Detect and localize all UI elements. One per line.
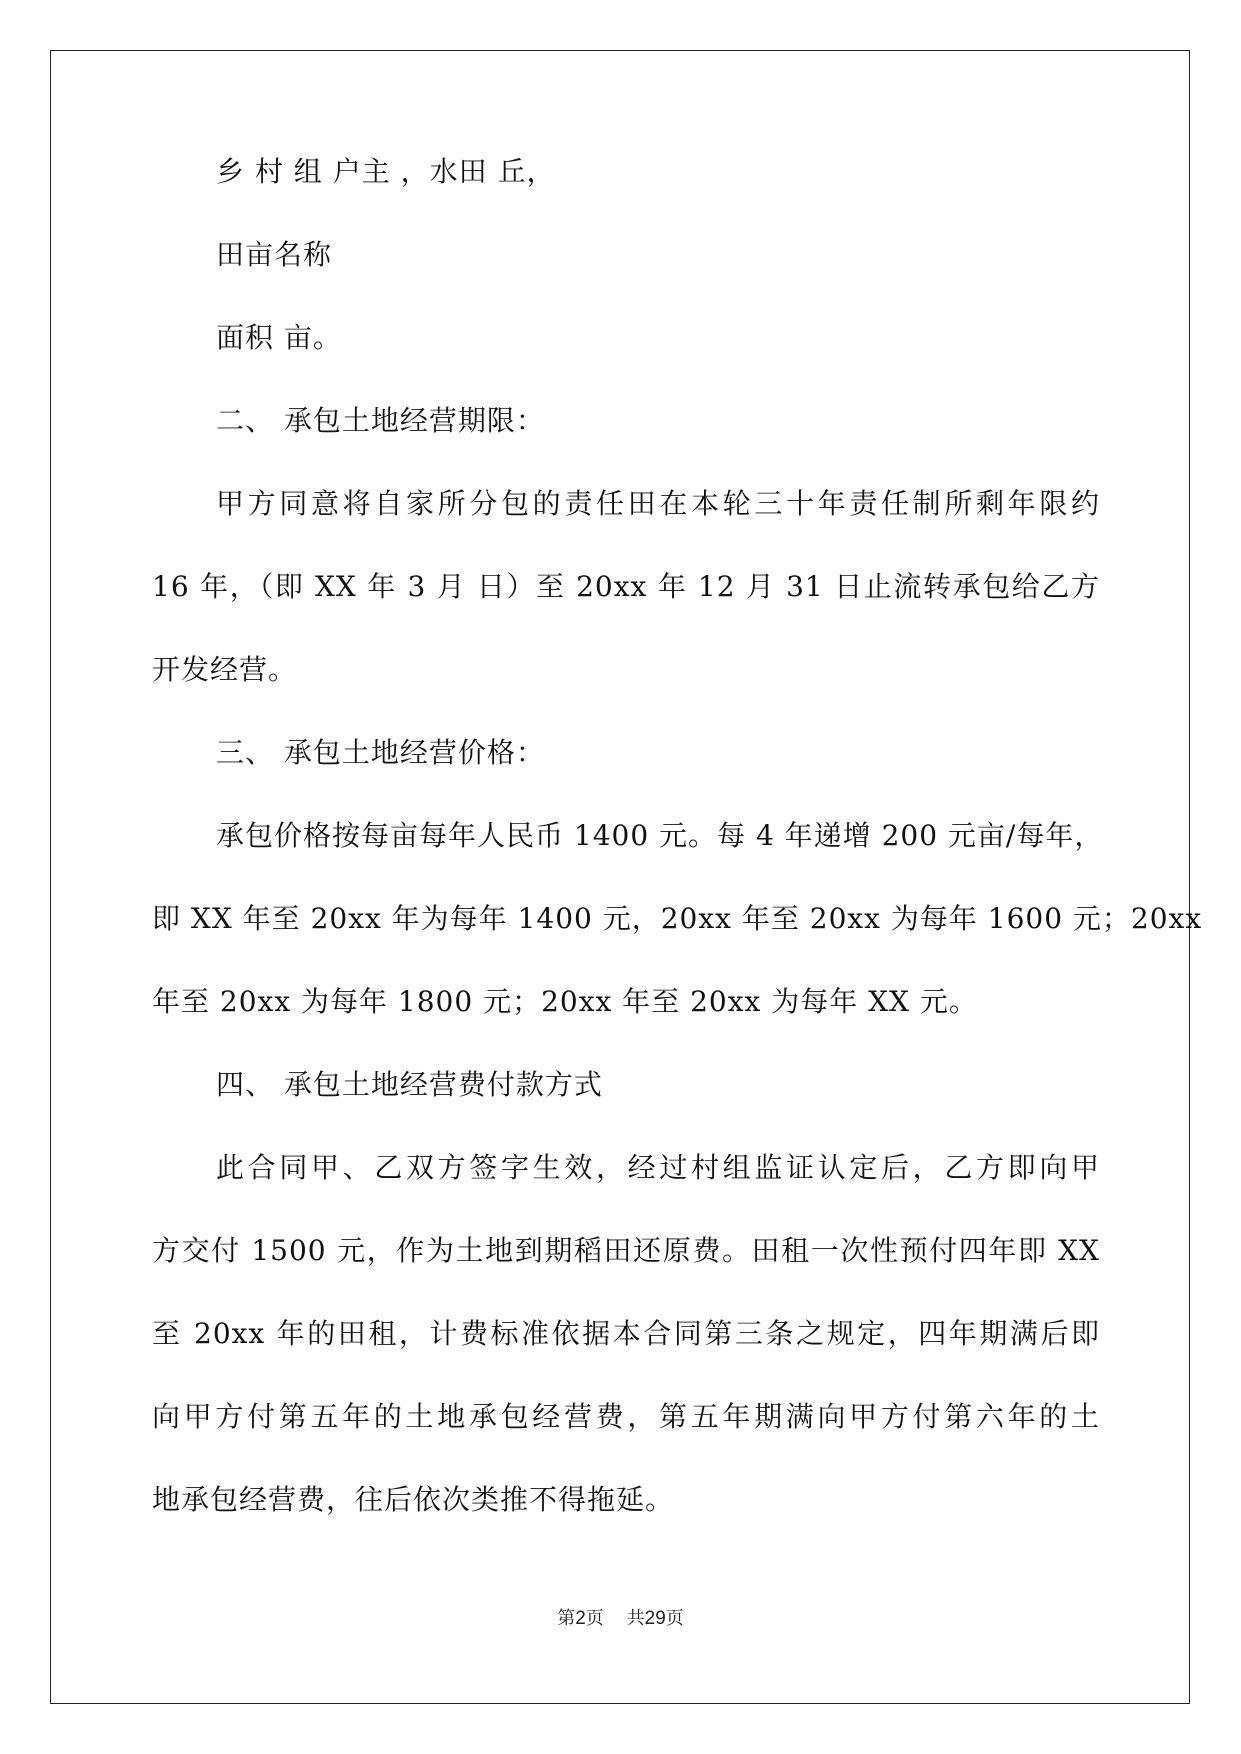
paragraph-line: 面积 亩。: [216, 321, 342, 354]
paragraph-line: 向甲方付第五年的土地承包经营费，第五年期满向甲方付第六年的土: [152, 1400, 1100, 1433]
footer-page-prefix: 第: [557, 1608, 576, 1629]
paragraph-line: 至 20xx 年的田租，计费标准依据本合同第三条之规定，四年期满后即: [152, 1317, 1100, 1350]
paragraph-line: 开发经营。: [152, 653, 298, 686]
footer-total-pages: 29: [644, 1608, 666, 1629]
paragraph-line: 承包价格按每亩每年人民币 1400 元。每 4 年递增 200 元亩/每年，: [216, 819, 1104, 852]
footer-total-prefix: 共: [626, 1608, 645, 1629]
section-heading: 三、 承包土地经营价格：: [216, 736, 545, 769]
paragraph-line: 方交付 1500 元，作为土地到期稻田还原费。田租一次性预付四年即 XX: [152, 1234, 1100, 1267]
document-body: [152, 155, 1203, 1567]
section-heading: 四、 承包土地经营费付款方式: [216, 1068, 603, 1101]
paragraph-line: 田亩名称: [216, 238, 333, 271]
paragraph-line: 即 XX 年至 20xx 年为每年 1400 元，20xx 年至 20xx 为每年 1600 元；20xx: [152, 902, 1203, 935]
paragraph-line: 此合同甲、乙双方签字生效，经过村组监证认定后，乙方即向甲: [216, 1151, 1100, 1184]
paragraph-line: 乡 村 组 户主 ，水田 丘，: [216, 155, 556, 188]
page-footer: [0, 1607, 1241, 1631]
footer-page-unit: 页: [585, 1608, 604, 1629]
paragraph-line: 甲方同意将自家所分包的责任田在本轮三十年责任制所剩年限约: [216, 487, 1100, 520]
paragraph-line: 16 年，（即 XX 年 3 月 日）至 20xx 年 12 月 31 日止流转承包给乙方: [152, 570, 1100, 603]
section-heading: 二、 承包土地经营期限：: [216, 404, 545, 437]
paragraph-line: 年至 20xx 为每年 1800 元；20xx 年至 20xx 为每年 XX 元。: [152, 985, 978, 1018]
footer-total-unit: 页: [665, 1608, 684, 1629]
paragraph-line: 地承包经营费，往后依次类推不得拖延。: [152, 1483, 675, 1516]
footer-page-number: 2: [575, 1608, 586, 1629]
